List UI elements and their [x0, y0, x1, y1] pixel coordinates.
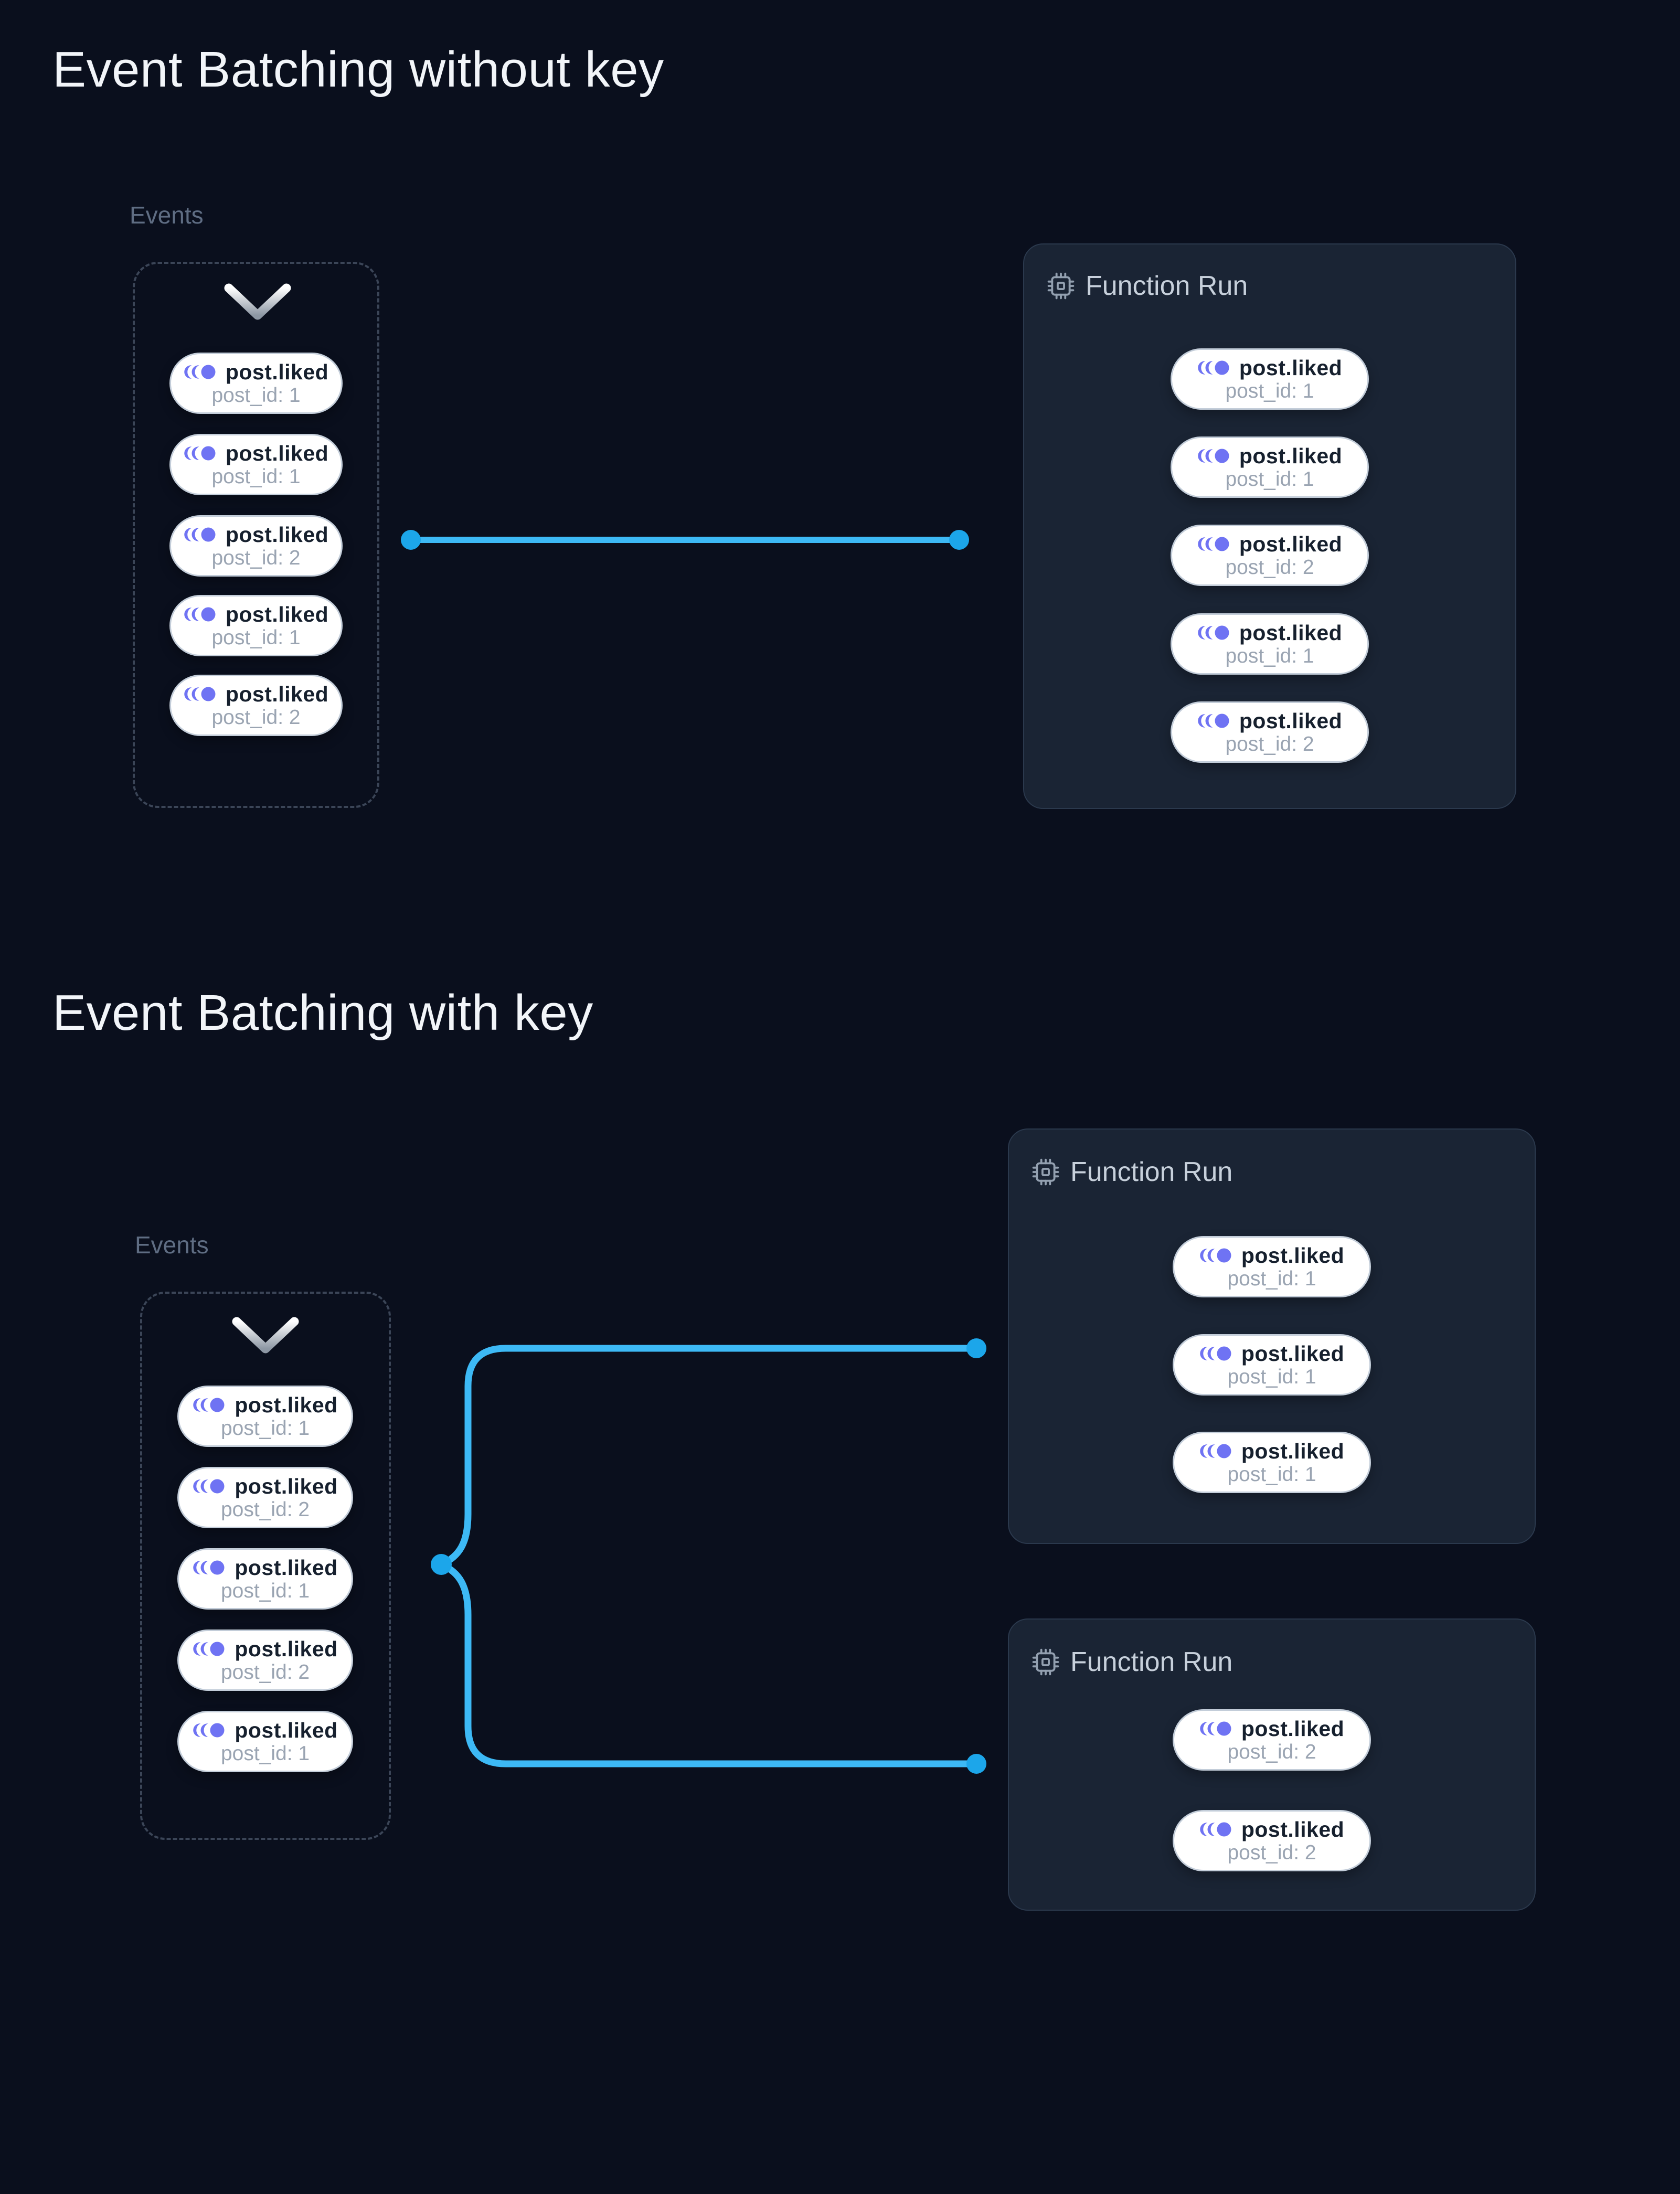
- event-name: post.liked: [235, 1636, 338, 1661]
- event-pill: [177, 1629, 353, 1691]
- section1-title: Event Batching without key: [52, 41, 664, 98]
- event-stream-icon: [1197, 360, 1231, 376]
- event-meta: post_id: 2: [1225, 732, 1314, 755]
- event-name: post.liked: [1241, 1817, 1345, 1841]
- event-meta: post_id: 2: [1225, 556, 1314, 579]
- event-stream-icon: [1199, 1822, 1233, 1837]
- event-name: post.liked: [1239, 443, 1343, 468]
- event-pill: [169, 515, 343, 577]
- event-meta: post_id: 1: [1225, 644, 1314, 667]
- event-meta: post_id: 1: [1227, 1267, 1316, 1290]
- cpu-chip-icon: [1032, 1648, 1060, 1676]
- event-name: post.liked: [1241, 1243, 1345, 1268]
- event-stream-icon: [1197, 625, 1231, 641]
- event-name: post.liked: [235, 1718, 338, 1742]
- event-stream-icon: [184, 527, 217, 542]
- event-stream-icon: [184, 364, 217, 380]
- event-name: post.liked: [1239, 620, 1343, 645]
- event-pill: [177, 1386, 353, 1447]
- event-name: post.liked: [225, 359, 329, 384]
- event-stream-icon: [193, 1478, 226, 1494]
- event-name: post.liked: [235, 1555, 338, 1580]
- event-name: post.liked: [1241, 1439, 1345, 1463]
- event-name: post.liked: [235, 1392, 338, 1417]
- batched-event-pill: [1173, 1236, 1371, 1297]
- event-stream-icon: [1199, 1443, 1233, 1459]
- event-pill: [169, 353, 343, 414]
- event-pill: [177, 1548, 353, 1610]
- connector-endpoint-dot: [966, 1754, 986, 1774]
- event-pill: [169, 434, 343, 495]
- event-stream-icon: [193, 1641, 226, 1657]
- event-meta: post_id: 1: [211, 626, 301, 649]
- batched-event-pill: [1171, 701, 1369, 763]
- event-stream-icon: [1199, 1248, 1233, 1263]
- function-run-title-label: Function Run: [1086, 271, 1248, 301]
- event-name: post.liked: [1239, 531, 1343, 556]
- batched-event-pill: [1173, 1810, 1371, 1871]
- event-meta: post_id: 1: [211, 465, 301, 488]
- event-name: post.liked: [1241, 1716, 1345, 1741]
- event-stream-icon: [193, 1560, 226, 1575]
- events-label: Events: [135, 1231, 209, 1259]
- event-name: post.liked: [225, 681, 329, 706]
- event-meta: post_id: 1: [1225, 467, 1314, 491]
- event-pill: [169, 675, 343, 736]
- connector-endpoint-dot: [401, 530, 421, 550]
- batch-branch-top: [441, 1348, 976, 1564]
- connector-endpoint-dot: [949, 530, 969, 550]
- event-stream-icon: [1197, 448, 1231, 464]
- batch-branch-bottom: [441, 1564, 976, 1764]
- event-meta: post_id: 1: [220, 1742, 310, 1765]
- batched-event-pill: [1171, 436, 1369, 498]
- function-run-title: [1032, 1646, 1232, 1678]
- event-meta: post_id: 1: [220, 1416, 310, 1440]
- event-meta: post_id: 1: [1227, 1463, 1316, 1486]
- event-meta: post_id: 1: [220, 1579, 310, 1602]
- event-meta: post_id: 1: [1225, 379, 1314, 402]
- event-name: post.liked: [225, 602, 329, 626]
- event-stream-icon: [184, 445, 217, 461]
- cpu-chip-icon: [1047, 272, 1075, 300]
- connector-junction-dot: [431, 1554, 452, 1575]
- event-meta: post_id: 1: [1227, 1365, 1316, 1388]
- event-stream-icon: [193, 1722, 226, 1738]
- event-name: post.liked: [1239, 355, 1343, 380]
- event-meta: post_id: 2: [211, 706, 301, 729]
- function-run-title-label: Function Run: [1070, 1647, 1233, 1677]
- event-stream-icon: [1197, 536, 1231, 552]
- connector-endpoint-dot: [966, 1338, 986, 1358]
- event-stream-icon: [1197, 713, 1231, 729]
- event-meta: post_id: 2: [1227, 1740, 1316, 1763]
- event-pill: [169, 595, 343, 656]
- batched-event-pill: [1173, 1709, 1371, 1771]
- event-stream-icon: [1199, 1346, 1233, 1361]
- section2-title: Event Batching with key: [52, 985, 593, 1041]
- event-stream-icon: [184, 686, 217, 702]
- event-stream-icon: [1199, 1721, 1233, 1737]
- event-name: post.liked: [235, 1474, 338, 1498]
- function-run-title: [1047, 270, 1248, 302]
- event-pill: [177, 1467, 353, 1528]
- event-name: post.liked: [225, 441, 329, 465]
- batched-event-pill: [1171, 613, 1369, 675]
- event-meta: post_id: 1: [211, 384, 301, 407]
- event-meta: post_id: 2: [211, 546, 301, 569]
- event-pill: [177, 1711, 353, 1772]
- event-name: post.liked: [225, 522, 329, 547]
- batched-event-pill: [1173, 1432, 1371, 1493]
- batched-event-pill: [1173, 1334, 1371, 1396]
- cpu-chip-icon: [1032, 1158, 1060, 1186]
- events-label: Events: [130, 201, 204, 229]
- event-name: post.liked: [1239, 708, 1343, 733]
- function-run-title: [1032, 1156, 1232, 1188]
- event-stream-icon: [184, 606, 217, 622]
- function-run-title-label: Function Run: [1070, 1157, 1233, 1187]
- event-meta: post_id: 2: [1227, 1841, 1316, 1864]
- event-stream-icon: [193, 1397, 226, 1413]
- event-meta: post_id: 2: [220, 1660, 310, 1684]
- batched-event-pill: [1171, 348, 1369, 410]
- batched-event-pill: [1171, 525, 1369, 586]
- event-meta: post_id: 2: [220, 1498, 310, 1521]
- event-name: post.liked: [1241, 1341, 1345, 1366]
